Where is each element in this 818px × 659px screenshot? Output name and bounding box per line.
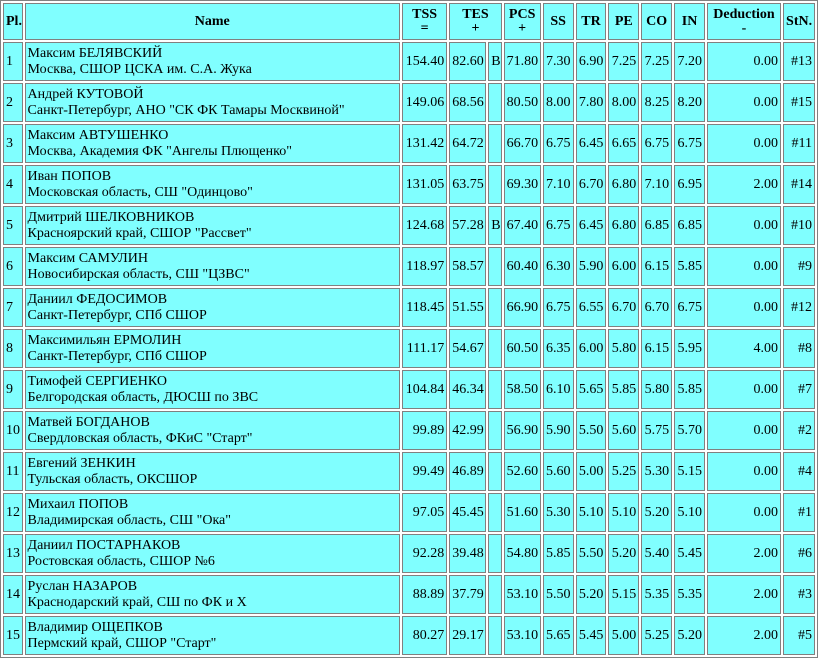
table-row — [3, 165, 815, 204]
skater-cell — [25, 452, 400, 491]
skater-cell — [25, 493, 400, 532]
start-number-cell: #3 — [783, 575, 815, 614]
table-row — [3, 124, 815, 163]
in-cell: 5.35 — [674, 575, 705, 614]
skater-name: Тимофей СЕРГИЕНКО — [27, 373, 168, 389]
in-cell: 5.20 — [674, 616, 705, 655]
tss-cell: 92.28 — [402, 534, 447, 573]
in-cell: 7.20 — [674, 42, 705, 81]
place-cell: 1 — [3, 42, 23, 81]
skater-name: Максимильян ЕРМОЛИН — [27, 332, 182, 348]
ss-cell: 6.10 — [543, 370, 574, 409]
skater-club: Белгородская область, ДЮСШ по ЗВС — [27, 389, 259, 405]
skater-cell — [25, 206, 400, 245]
pcs-cell: 69.30 — [504, 165, 541, 204]
skater-name: Владимир ОЩЕПКОВ — [27, 619, 163, 635]
pcs-cell: 71.80 — [504, 42, 541, 81]
skater-club: Московская область, СШ "Одинцово" — [27, 184, 253, 200]
pe-cell: 6.80 — [608, 206, 639, 245]
tr-cell: 5.90 — [576, 247, 607, 286]
table-row — [3, 329, 815, 368]
in-cell: 6.75 — [674, 288, 705, 327]
skater-name: Руслан НАЗАРОВ — [27, 578, 138, 594]
pe-cell: 8.00 — [608, 83, 639, 122]
pcs-cell: 66.90 — [504, 288, 541, 327]
tr-cell: 5.20 — [576, 575, 607, 614]
skater-club: Краснодарский край, СШ по ФК и Х — [27, 594, 247, 610]
tss-cell: 80.27 — [402, 616, 447, 655]
tr-cell: 5.10 — [576, 493, 607, 532]
table-row — [3, 370, 815, 409]
place-cell: 5 — [3, 206, 23, 245]
ss-cell: 5.30 — [543, 493, 574, 532]
skater-name: Максим БЕЛЯВСКИЙ — [27, 45, 163, 61]
start-number-cell: #10 — [783, 206, 815, 245]
pcs-cell: 52.60 — [504, 452, 541, 491]
start-number-cell: #7 — [783, 370, 815, 409]
header-pe: PE — [608, 3, 639, 40]
in-cell: 6.75 — [674, 124, 705, 163]
co-cell: 5.40 — [641, 534, 672, 573]
deduction-cell: 0.00 — [707, 206, 781, 245]
tss-cell: 154.40 — [402, 42, 447, 81]
pcs-cell: 54.80 — [504, 534, 541, 573]
bonus-flag-cell — [488, 83, 501, 122]
deduction-cell: 2.00 — [707, 534, 781, 573]
tss-cell: 99.49 — [402, 452, 447, 491]
bonus-flag-cell — [488, 124, 501, 163]
tr-cell: 5.50 — [576, 411, 607, 450]
start-number-cell: #8 — [783, 329, 815, 368]
place-cell: 4 — [3, 165, 23, 204]
pe-cell: 5.85 — [608, 370, 639, 409]
tss-cell: 99.89 — [402, 411, 447, 450]
start-number-cell: #11 — [783, 124, 815, 163]
place-cell: 11 — [3, 452, 23, 491]
bonus-flag-cell — [488, 616, 501, 655]
co-cell: 6.70 — [641, 288, 672, 327]
pe-cell: 7.25 — [608, 42, 639, 81]
skater-club: Санкт-Петербург, СПб СШОР — [27, 348, 207, 364]
in-cell: 5.45 — [674, 534, 705, 573]
pcs-cell: 60.40 — [504, 247, 541, 286]
ss-cell: 6.30 — [543, 247, 574, 286]
header-ss: SS — [543, 3, 574, 40]
tr-cell: 6.70 — [576, 165, 607, 204]
skater-name: Максим САМУЛИН — [27, 250, 148, 266]
in-cell: 6.95 — [674, 165, 705, 204]
in-cell: 5.85 — [674, 370, 705, 409]
skater-club: Владимирская область, СШ "Ока" — [27, 512, 231, 528]
header-co: CO — [641, 3, 672, 40]
bonus-flag-cell — [488, 534, 501, 573]
tss-cell: 97.05 — [402, 493, 447, 532]
skater-cell — [25, 616, 400, 655]
deduction-cell: 0.00 — [707, 83, 781, 122]
header-place: Pl. — [3, 3, 23, 40]
table-row — [3, 493, 815, 532]
tr-cell: 7.80 — [576, 83, 607, 122]
header-tss: TSS = — [402, 3, 447, 40]
table-row — [3, 452, 815, 491]
skater-club: Москва, Академия ФК "Ангелы Плющенко" — [27, 143, 292, 159]
place-cell: 8 — [3, 329, 23, 368]
table-row — [3, 42, 815, 81]
table-row — [3, 247, 815, 286]
tes-cell: 82.60 — [449, 42, 486, 81]
pe-cell: 5.15 — [608, 575, 639, 614]
ss-cell: 6.75 — [543, 288, 574, 327]
ss-cell: 7.30 — [543, 42, 574, 81]
tr-cell: 6.45 — [576, 124, 607, 163]
skater-cell — [25, 329, 400, 368]
place-cell: 6 — [3, 247, 23, 286]
tr-cell: 6.00 — [576, 329, 607, 368]
bonus-flag-cell — [488, 165, 501, 204]
deduction-cell: 0.00 — [707, 247, 781, 286]
tes-cell: 46.89 — [449, 452, 486, 491]
skater-cell — [25, 124, 400, 163]
skater-cell — [25, 288, 400, 327]
deduction-cell: 0.00 — [707, 370, 781, 409]
co-cell: 6.15 — [641, 247, 672, 286]
start-number-cell: #12 — [783, 288, 815, 327]
pe-cell: 6.70 — [608, 288, 639, 327]
place-cell: 10 — [3, 411, 23, 450]
skater-cell — [25, 42, 400, 81]
start-number-cell: #5 — [783, 616, 815, 655]
pcs-cell: 53.10 — [504, 575, 541, 614]
tr-cell: 6.55 — [576, 288, 607, 327]
pcs-cell: 53.10 — [504, 616, 541, 655]
skater-cell — [25, 575, 400, 614]
header-in: IN — [674, 3, 705, 40]
skater-cell — [25, 370, 400, 409]
skater-name: Матвей БОГДАНОВ — [27, 414, 150, 430]
bonus-flag-cell — [488, 370, 501, 409]
tes-cell: 63.75 — [449, 165, 486, 204]
tes-cell: 51.55 — [449, 288, 486, 327]
start-number-cell: #14 — [783, 165, 815, 204]
skater-cell — [25, 534, 400, 573]
tes-cell: 54.67 — [449, 329, 486, 368]
table-row — [3, 411, 815, 450]
tss-cell: 88.89 — [402, 575, 447, 614]
ss-cell: 5.90 — [543, 411, 574, 450]
header-deduction: Deduction - — [707, 3, 781, 40]
pe-cell: 6.00 — [608, 247, 639, 286]
co-cell: 6.15 — [641, 329, 672, 368]
bonus-flag-cell: B — [488, 42, 501, 81]
skater-club: Новосибирская область, СШ "ЦЗВС" — [27, 266, 250, 282]
bonus-flag-cell — [488, 329, 501, 368]
skater-name: Максим АВТУШЕНКО — [27, 127, 169, 143]
skater-club: Тульская область, ОКСШОР — [27, 471, 198, 487]
table-row — [3, 83, 815, 122]
table-row — [3, 206, 815, 245]
tes-cell: 57.28 — [449, 206, 486, 245]
header-row — [3, 3, 815, 40]
deduction-cell: 0.00 — [707, 288, 781, 327]
bonus-flag-cell — [488, 452, 501, 491]
header-pcs: PCS + — [504, 3, 541, 40]
skater-cell — [25, 83, 400, 122]
skater-name: Дмитрий ШЕЛКОВНИКОВ — [27, 209, 195, 225]
ss-cell: 6.35 — [543, 329, 574, 368]
skater-name: Даниил ПОСТАРНАКОВ — [27, 537, 181, 553]
header-tr: TR — [576, 3, 607, 40]
tes-cell: 64.72 — [449, 124, 486, 163]
header-tes: TES + — [449, 3, 501, 40]
skater-club: Санкт-Петербург, СПб СШОР — [27, 307, 207, 323]
bonus-flag-cell — [488, 493, 501, 532]
tr-cell: 6.45 — [576, 206, 607, 245]
table-row — [3, 288, 815, 327]
start-number-cell: #13 — [783, 42, 815, 81]
skater-club: Красноярский край, СШОР "Рассвет" — [27, 225, 252, 241]
header-stn: StN. — [783, 3, 815, 40]
co-cell: 5.30 — [641, 452, 672, 491]
tr-cell: 5.00 — [576, 452, 607, 491]
ss-cell: 5.65 — [543, 616, 574, 655]
tes-cell: 37.79 — [449, 575, 486, 614]
co-cell: 7.10 — [641, 165, 672, 204]
in-cell: 6.85 — [674, 206, 705, 245]
tss-cell: 111.17 — [402, 329, 447, 368]
pcs-cell: 66.70 — [504, 124, 541, 163]
deduction-cell: 4.00 — [707, 329, 781, 368]
tss-cell: 149.06 — [402, 83, 447, 122]
table-row — [3, 534, 815, 573]
place-cell: 13 — [3, 534, 23, 573]
tss-cell: 131.42 — [402, 124, 447, 163]
pe-cell: 5.20 — [608, 534, 639, 573]
skater-club: Свердловская область, ФКиС "Старт" — [27, 430, 253, 446]
in-cell: 8.20 — [674, 83, 705, 122]
ss-cell: 5.60 — [543, 452, 574, 491]
bonus-flag-cell — [488, 411, 501, 450]
tes-cell: 68.56 — [449, 83, 486, 122]
table-row — [3, 575, 815, 614]
deduction-cell: 2.00 — [707, 616, 781, 655]
in-cell: 5.15 — [674, 452, 705, 491]
ss-cell: 5.85 — [543, 534, 574, 573]
bonus-flag-cell — [488, 575, 501, 614]
ss-cell: 6.75 — [543, 206, 574, 245]
skater-club: Санкт-Петербург, АНО "СК ФК Тамары Москвиной" — [27, 102, 345, 118]
pcs-cell: 67.40 — [504, 206, 541, 245]
tss-cell: 118.45 — [402, 288, 447, 327]
tss-cell: 124.68 — [402, 206, 447, 245]
table-row — [3, 616, 815, 655]
place-cell: 3 — [3, 124, 23, 163]
ss-cell: 5.50 — [543, 575, 574, 614]
tes-cell: 42.99 — [449, 411, 486, 450]
start-number-cell: #9 — [783, 247, 815, 286]
place-cell: 2 — [3, 83, 23, 122]
pe-cell: 5.10 — [608, 493, 639, 532]
tes-cell: 29.17 — [449, 616, 486, 655]
in-cell: 5.70 — [674, 411, 705, 450]
tss-cell: 131.05 — [402, 165, 447, 204]
tr-cell: 5.45 — [576, 616, 607, 655]
deduction-cell: 2.00 — [707, 575, 781, 614]
co-cell: 5.80 — [641, 370, 672, 409]
deduction-cell: 2.00 — [707, 165, 781, 204]
in-cell: 5.95 — [674, 329, 705, 368]
start-number-cell: #2 — [783, 411, 815, 450]
ss-cell: 6.75 — [543, 124, 574, 163]
co-cell: 7.25 — [641, 42, 672, 81]
skater-name: Михаил ПОПОВ — [27, 496, 129, 512]
skater-name: Иван ПОПОВ — [27, 168, 112, 184]
deduction-cell: 0.00 — [707, 493, 781, 532]
co-cell: 6.85 — [641, 206, 672, 245]
bonus-flag-cell — [488, 247, 501, 286]
deduction-cell: 0.00 — [707, 124, 781, 163]
tss-cell: 118.97 — [402, 247, 447, 286]
tes-cell: 39.48 — [449, 534, 486, 573]
header-name: Name — [25, 3, 400, 40]
tr-cell: 5.65 — [576, 370, 607, 409]
deduction-cell: 0.00 — [707, 452, 781, 491]
pcs-cell: 58.50 — [504, 370, 541, 409]
pcs-cell: 56.90 — [504, 411, 541, 450]
skater-cell — [25, 165, 400, 204]
pe-cell: 5.60 — [608, 411, 639, 450]
ss-cell: 7.10 — [543, 165, 574, 204]
pcs-cell: 60.50 — [504, 329, 541, 368]
co-cell: 5.20 — [641, 493, 672, 532]
tr-cell: 5.50 — [576, 534, 607, 573]
place-cell: 12 — [3, 493, 23, 532]
tes-cell: 45.45 — [449, 493, 486, 532]
co-cell: 6.75 — [641, 124, 672, 163]
tss-cell: 104.84 — [402, 370, 447, 409]
pe-cell: 6.80 — [608, 165, 639, 204]
skater-name: Андрей КУТОВОЙ — [27, 86, 144, 102]
results-body — [3, 42, 815, 655]
pcs-cell: 51.60 — [504, 493, 541, 532]
in-cell: 5.10 — [674, 493, 705, 532]
skater-club: Ростовская область, СШОР №6 — [27, 553, 215, 569]
start-number-cell: #6 — [783, 534, 815, 573]
co-cell: 5.35 — [641, 575, 672, 614]
tes-cell: 46.34 — [449, 370, 486, 409]
pe-cell: 6.65 — [608, 124, 639, 163]
place-cell: 15 — [3, 616, 23, 655]
place-cell: 7 — [3, 288, 23, 327]
pe-cell: 5.00 — [608, 616, 639, 655]
skater-name: Евгений ЗЕНКИН — [27, 455, 136, 471]
tr-cell: 6.90 — [576, 42, 607, 81]
skater-cell — [25, 411, 400, 450]
start-number-cell: #1 — [783, 493, 815, 532]
bonus-flag-cell — [488, 288, 501, 327]
tes-cell: 58.57 — [449, 247, 486, 286]
skater-club: Москва, СШОР ЦСКА им. С.А. Жука — [27, 61, 252, 77]
start-number-cell: #4 — [783, 452, 815, 491]
co-cell: 5.75 — [641, 411, 672, 450]
ss-cell: 8.00 — [543, 83, 574, 122]
skater-cell — [25, 247, 400, 286]
pcs-cell: 80.50 — [504, 83, 541, 122]
skater-name: Даниил ФЕДОСИМОВ — [27, 291, 168, 307]
co-cell: 8.25 — [641, 83, 672, 122]
deduction-cell: 0.00 — [707, 411, 781, 450]
in-cell: 5.85 — [674, 247, 705, 286]
place-cell: 14 — [3, 575, 23, 614]
start-number-cell: #15 — [783, 83, 815, 122]
place-cell: 9 — [3, 370, 23, 409]
skater-club: Пермский край, СШОР "Старт" — [27, 635, 217, 651]
pe-cell: 5.80 — [608, 329, 639, 368]
co-cell: 5.25 — [641, 616, 672, 655]
deduction-cell: 0.00 — [707, 42, 781, 81]
pe-cell: 5.25 — [608, 452, 639, 491]
bonus-flag-cell: B — [488, 206, 501, 245]
